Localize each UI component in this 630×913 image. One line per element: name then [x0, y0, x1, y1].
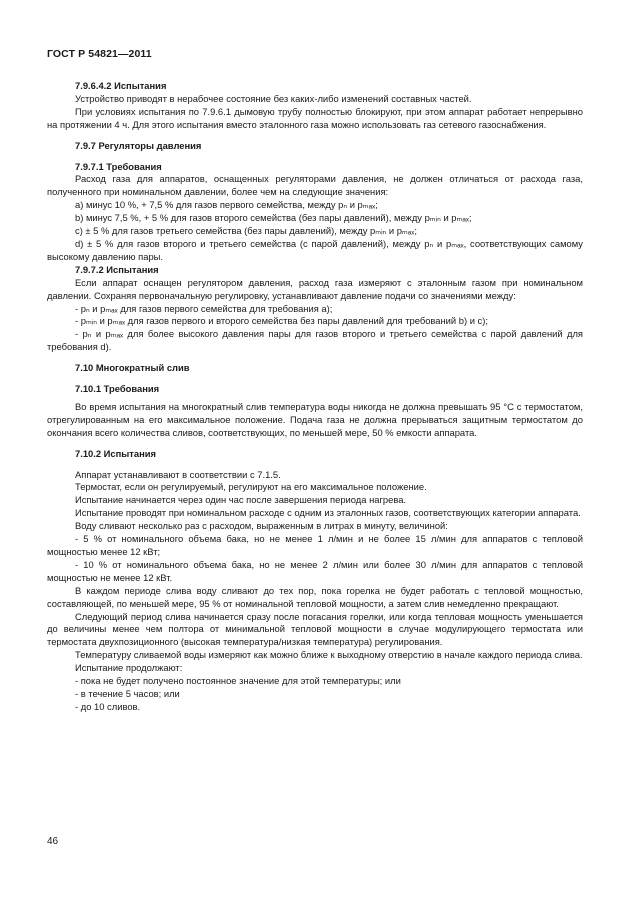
document-header: ГОСТ Р 54821—2011 [47, 48, 152, 60]
paragraph: b) минус 7,5 %, + 5 % для газов второго семейства (без пары давлений), между pₘᵢₙ и pₘₐₓ; [75, 212, 472, 224]
paragraph: Испытание начинается через один час после завершения периода нагрева. [75, 494, 407, 506]
section-heading: 7.9.6.4.2 Испытания [75, 80, 167, 91]
section-heading: 7.9.7.2 Испытания [75, 263, 159, 275]
paragraph: В каждом периоде слива воду сливают до тех пор, пока горелка не будет работать с тепловой мощностью, составляющей, по меньшей мере, 95 % от номинальной тепловой мощности, а затем слив немедленно прекращают. [47, 584, 583, 609]
paragraph: d) ± 5 % для газов второго и третьего семейства (с парой давлений), между pₙ и pₘₐₓ, соответствующих самому высокому давлению пары. [47, 237, 583, 262]
paragraph: - pₘᵢₙ и pₘₐₓ для газов первого и второго семейства без пары давлений для требований b) и c); [75, 315, 488, 327]
paragraph: - 5 % от номинального объема бака, но не менее 1 л/мин и не более 15 л/мин для аппаратов с тепловой мощностью менее 12 кВт; [47, 533, 583, 557]
section-heading: 7.9.7 Регуляторы давления [75, 139, 202, 151]
paragraph: - pₙ и pₘₐₓ для более высокого давления пары для газов второго и третьего семейства с парой давлений для требования d). [47, 328, 583, 353]
paragraph: Воду сливают несколько раз с расходом, выраженным в литрах в минуту, величиной: [75, 520, 448, 532]
paragraph: Если аппарат оснащен регулятором давления, расход газа измеряют с эталонным газом при номинальном давлении. Сохраняя первоначальную регулировку, устанавливают давление подачи со значениями между: [47, 276, 583, 301]
paragraph: - до 10 сливов. [75, 700, 141, 712]
section-heading: 7.10 Многократный слив [75, 362, 190, 374]
section-heading: 7.9.7.1 Требования [75, 160, 162, 172]
paragraph: Следующий период слива начинается сразу после погасания горелки, или когда тепловая мощность уменьшается до величины менее чем полтора от минимальной тепловой мощности в случае модулирующего термостата или термостата двухпозиционного (высокая температура/низкая температура) регулирования. [47, 610, 583, 648]
paragraph: - 10 % от номинального объема бака, но не менее 2 л/мин или более 30 л/мин для аппаратов с тепловой мощностью не менее 12 кВт. [47, 558, 583, 583]
paragraph: Устройство приводят в нерабочее состояние без каких-либо изменений составных частей. [75, 92, 472, 104]
paragraph: - pₙ и pₘₐₓ для газов первого семейства для требования a); [75, 302, 333, 314]
document-body [47, 80, 583, 714]
paragraph: a) минус 10 %, + 7,5 % для газов первого семейства, между pₙ и pₘₐₓ; [75, 199, 378, 211]
paragraph: - в течение 5 часов; или [75, 687, 180, 699]
paragraph: Испытание проводят при номинальном расходе с одним из эталонных газов, соответствующих категории аппарата. [75, 507, 581, 519]
paragraph: При условиях испытания по 7.9.6.1 дымовую трубу полностью блокируют, при этом аппарат работает непрерывно на протяжении 4 ч. Для этого испытания вместо эталонного газа можно использовать газ сетевого газоснабжения. [47, 105, 583, 130]
paragraph: Термостат, если он регулируемый, регулируют на его максимальное положение. [75, 481, 427, 493]
paragraph: Испытание продолжают: [75, 662, 183, 674]
section-heading: 7.10.1 Требования [75, 383, 160, 395]
paragraph: c) ± 5 % для газов третьего семейства (без пары давлений), между pₘᵢₙ и pₘₐₓ; [75, 225, 417, 237]
paragraph: Аппарат устанавливают в соответствии с 7.1.5. [75, 468, 281, 480]
paragraph: Во время испытания на многократный слив температура воды никогда не должна превышать 95 °C с термостатом, отрегулированным на его максимальное положение. Подача газа не должна прерываться защитным термостатом до окончания всего количества сливов, соответствующих, по меньшей мере, 50 % емкости аппарата. [47, 400, 583, 438]
section-heading: 7.10.2 Испытания [75, 447, 156, 459]
paragraph: Температуру сливаемой воды измеряют как можно ближе к выходному отверстию в начале каждого периода слива. [75, 649, 583, 661]
paragraph: Расход газа для аппаратов, оснащенных регуляторами давления, не должен отличаться от расхода газа, полученного при номинальном давлении, более чем на следующие значения: [47, 173, 583, 198]
page-number: 46 [47, 836, 59, 847]
paragraph: - пока не будет получено постоянное значение для этой температуры; или [75, 675, 401, 687]
